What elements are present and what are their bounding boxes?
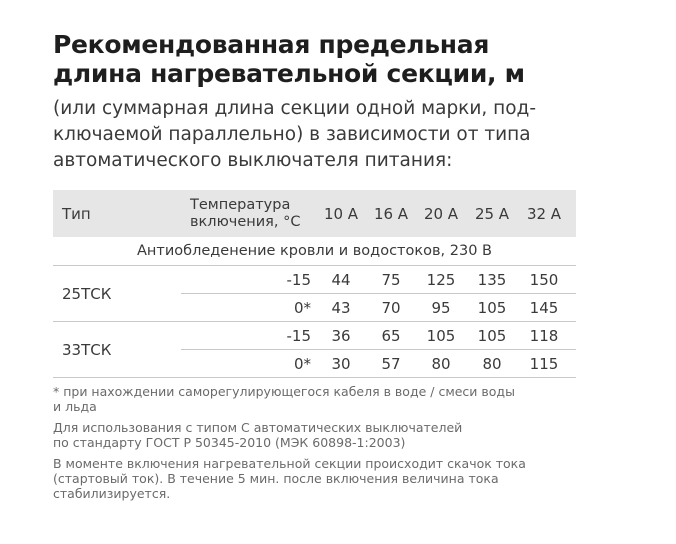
table-row: [181, 266, 576, 294]
subtitle: [53, 96, 613, 174]
value-cell: 80: [431, 354, 451, 373]
footnotes: [53, 384, 573, 507]
footnote: [53, 456, 573, 501]
header-amp: 25 А: [474, 204, 510, 223]
subtitle-line: (или суммарная длина секции одной марки, под-: [53, 98, 537, 119]
value-cell: 105: [477, 326, 507, 345]
footnote: [53, 420, 573, 450]
value-cell: 43: [331, 298, 351, 317]
header-type: Тип: [62, 204, 91, 223]
footnote-line: по стандарту ГОСТ Р 50345-2010 (МЭК 60898-1:2003): [53, 435, 406, 450]
table-row: [181, 322, 576, 350]
value-cell: 105: [477, 298, 507, 317]
subtitle-line: автоматического выключателя питания:: [53, 150, 453, 171]
cable-type: 33ТСК: [62, 340, 112, 359]
table-row: [181, 294, 576, 321]
value-cell: 36: [331, 326, 351, 345]
header-amp: 32 А: [526, 204, 562, 223]
cable-type: 25ТСК: [62, 284, 112, 303]
value-cell: 65: [381, 326, 401, 345]
temp-cell: -15: [286, 326, 311, 345]
value-cell: 75: [381, 270, 401, 289]
footnote-line: стабилизируется.: [53, 486, 171, 501]
value-cell: 57: [381, 354, 401, 373]
temp-cell: 0*: [293, 354, 311, 373]
header-amp: 16 А: [373, 204, 409, 223]
table-group: [53, 322, 576, 378]
section-label: Антиобледенение кровли и водостоков, 230 В: [53, 237, 576, 266]
value-cell: 44: [331, 270, 351, 289]
header-amp: 20 А: [423, 204, 459, 223]
footnote-line: и льда: [53, 399, 97, 414]
table-group: [53, 266, 576, 322]
table-header: [53, 190, 576, 237]
footnote: [53, 384, 573, 414]
value-cell: 105: [426, 326, 456, 345]
value-cell: 30: [331, 354, 351, 373]
footnote-line: В моменте включения нагревательной секции происходит скачок тока: [53, 456, 526, 471]
header-temperature: [190, 190, 310, 237]
value-cell: 135: [477, 270, 507, 289]
footnote-line: * при нахождении саморегулирующегося кабеля в воде / смеси воды: [53, 384, 515, 399]
footnote-line: Для использования с типом С автоматических выключателей: [53, 420, 463, 435]
value-cell: 70: [381, 298, 401, 317]
header-temp-line: включения, °С: [190, 213, 301, 230]
temp-cell: 0*: [293, 298, 311, 317]
header-temp-line: Температура: [190, 196, 291, 213]
value-cell: 145: [529, 298, 559, 317]
title-line: длина нагревательной секции, м: [53, 59, 525, 88]
temp-cell: -15: [286, 270, 311, 289]
value-cell: 115: [529, 354, 559, 373]
value-cell: 125: [426, 270, 456, 289]
value-cell: 118: [529, 326, 559, 345]
footnote-line: (стартовый ток). В течение 5 мин. после включения величина тока: [53, 471, 499, 486]
value-cell: 95: [431, 298, 451, 317]
page-title: [53, 30, 653, 88]
length-table: [53, 190, 576, 378]
header-amp: 10 А: [323, 204, 359, 223]
table-row: [181, 350, 576, 377]
title-line: Рекомендованная предельная: [53, 30, 490, 59]
subtitle-line: ключаемой параллельно) в зависимости от типа: [53, 124, 531, 145]
value-cell: 80: [482, 354, 502, 373]
value-cell: 150: [529, 270, 559, 289]
